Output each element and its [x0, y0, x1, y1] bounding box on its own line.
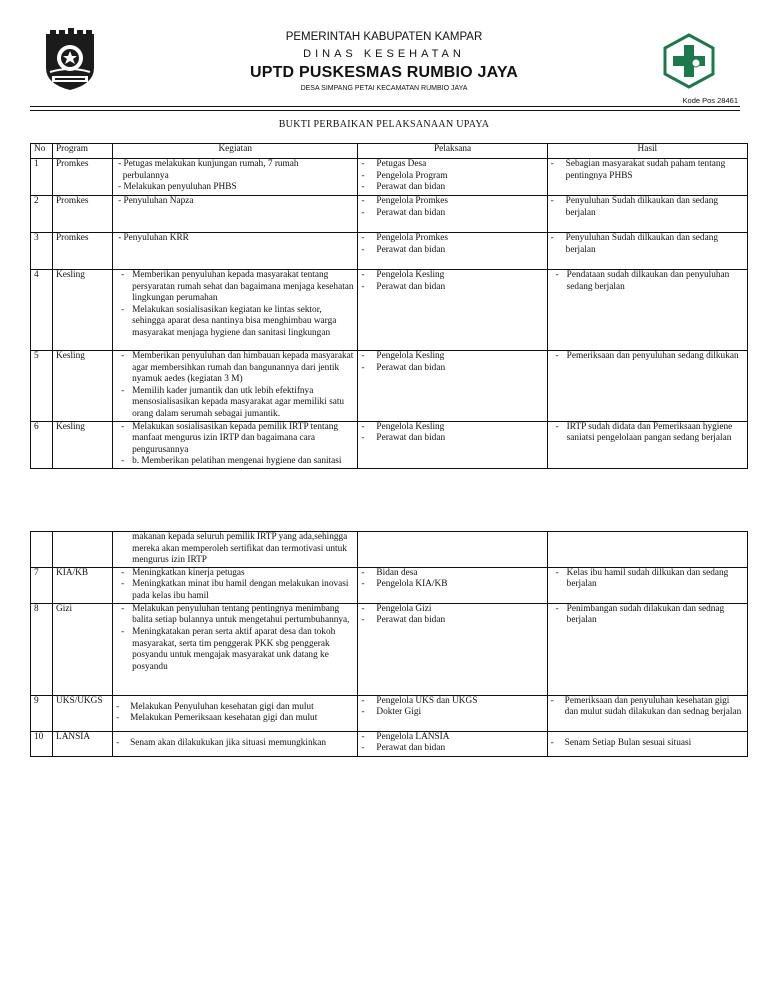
- row-kegiatan: makanan kepada seluruh pemilik IRTP yang ada,sehingga mereka akan memperoleh sertifikat dan termotivasi untuk mengurus izin IRTP: [113, 532, 358, 568]
- row-kegiatan: [113, 731, 358, 756]
- activity-table-part-2: [30, 531, 748, 757]
- row-program: Gizi: [53, 603, 113, 695]
- header-government-line: PEMERINTAH KABUPATEN KAMPAR: [285, 31, 483, 43]
- list-item: - Melakukan Penyuluhan kesehatan gigi dan mulut: [116, 702, 354, 714]
- row-number: 6: [31, 421, 53, 468]
- row-pelaksana: [358, 159, 547, 196]
- list-item: - Kelas ibu hamil sudah dilkukan dan sedang berjalan: [551, 568, 744, 591]
- row-number: 4: [31, 270, 53, 351]
- list-item: - Meningkatkan kinerja petugas: [116, 568, 354, 580]
- row-kegiatan: [113, 351, 358, 422]
- header-divider-thick: [30, 106, 740, 107]
- list-item: - Pengelola KIA/KB: [361, 579, 543, 591]
- header-address: DESA SIMPANG PETAI KECAMATAN RUMBIO JAYA: [300, 85, 468, 92]
- table-row: [31, 731, 748, 756]
- row-kegiatan: [113, 270, 358, 351]
- postal-code: Kode Pos 28461: [682, 96, 738, 105]
- col-header-kegiatan: Kegiatan: [113, 144, 358, 159]
- table-row: [31, 196, 748, 233]
- table-row: [31, 603, 748, 695]
- table-row: [31, 233, 748, 270]
- row-number: 3: [31, 233, 53, 270]
- row-pelaksana: [358, 731, 547, 756]
- document-title: BUKTI PERBAIKAN PELAKSANAAN UPAYA: [278, 119, 490, 130]
- row-program: Promkes: [53, 196, 113, 233]
- list-item: - Sebagian masyarakat sudah paham tentang pentingnya PHBS: [551, 159, 744, 182]
- table-row: [31, 695, 748, 731]
- list-item: - Perawat dan bidan: [361, 182, 543, 194]
- puskesmas-cross-logo-icon: [660, 33, 718, 89]
- list-item: - b. Memberikan pelatihan mengenai hygiene dan sanitasi: [116, 456, 354, 468]
- list-item: - Pengelola Kesling: [361, 270, 543, 282]
- list-item: - Petugas Desa: [361, 159, 543, 171]
- row-program: Promkes: [53, 233, 113, 270]
- list-item: - Pengelola Promkes: [361, 233, 543, 245]
- row-pelaksana: [358, 233, 547, 270]
- list-item: - Perawat dan bidan: [361, 208, 543, 220]
- row-number: 1: [31, 159, 53, 196]
- row-program: LANSIA: [53, 731, 113, 756]
- row-program: Kesling: [53, 270, 113, 351]
- row-number: 10: [31, 731, 53, 756]
- row-pelaksana: [358, 532, 547, 568]
- list-item: - Perawat dan bidan: [361, 433, 543, 445]
- list-item: - Melakukan penyuluhan tentang pentingnya menimbang balita setiap bulannya untuk mengetahui pertumbuhannya,: [116, 604, 354, 627]
- row-pelaksana: [358, 695, 547, 731]
- list-item: - Melakukan sosialisasikan kepada pemilik IRTP tentang manfaat mengurus izin IRTP dan bagaimana cara pengurusannya: [116, 422, 354, 457]
- list-item: - Meningkatkan minat ibu hamil dengan melakukan inovasi pada kelas ibu hamil: [116, 579, 354, 602]
- table-row: [31, 351, 748, 422]
- row-number: 5: [31, 351, 53, 422]
- list-item: - Memberikan penyuluhan kepada masyarakat tentang persyaratan rumah sehat dan bagaimana menjaga kesehatan lingkungan perumahan: [116, 270, 354, 305]
- row-kegiatan: [113, 421, 358, 468]
- row-hasil: [547, 603, 747, 695]
- list-item: - Penyuluhan Sudah dilkaukan dan sedang berjalan: [551, 233, 744, 256]
- row-pelaksana: [358, 603, 547, 695]
- table-header-row: [31, 144, 748, 159]
- row-program: Kesling: [53, 421, 113, 468]
- activity-table-part-1: [30, 143, 748, 469]
- list-item: - Meningkatakan peran serta aktif aparat desa dan tokoh masyarakat, serta tim penggerak PKK sbg penggerak posyandu untuk mengajak masyarakat unk datang ke posyandu: [116, 627, 354, 673]
- list-item: - Perawat dan bidan: [361, 743, 543, 755]
- table-row: [31, 270, 748, 351]
- table-row: [31, 567, 748, 603]
- list-item: - Senam Setiap Bulan sesuai situasi: [551, 738, 744, 750]
- row-pelaksana: [358, 196, 547, 233]
- row-program: UKS/UKGS: [53, 695, 113, 731]
- list-item: - Memilih kader jumantik dan utk lebih efektifnya mensosialisasikan kepada masyarakat agar memiliki satu orang dalam serumah sebagai jumantik.: [116, 386, 354, 421]
- row-program: [53, 532, 113, 568]
- list-item: - Perawat dan bidan: [361, 363, 543, 375]
- col-header-pelaksana: Pelaksana: [358, 144, 547, 159]
- row-number: [31, 532, 53, 568]
- list-item: - Pengelola Kesling: [361, 422, 543, 434]
- row-pelaksana: [358, 351, 547, 422]
- col-header-hasil: Hasil: [547, 144, 747, 159]
- row-number: 9: [31, 695, 53, 731]
- row-hasil: [547, 159, 747, 196]
- list-item: - Pengelola Promkes: [361, 196, 543, 208]
- row-pelaksana: [358, 421, 547, 468]
- header-institution-name: UPTD PUSKESMAS RUMBIO JAYA: [249, 64, 519, 81]
- list-item: - Melakukan Pemeriksaan kesehatan gigi dan mulut: [116, 713, 354, 725]
- header-divider-thin: [30, 110, 740, 111]
- list-item: - Perawat dan bidan: [361, 615, 543, 627]
- row-kegiatan: - Petugas melakukan kunjungan rumah, 7 rumah perbulannya - Melakukan penyuluhan PHBS: [113, 159, 358, 196]
- list-item: - Perawat dan bidan: [361, 245, 543, 257]
- row-kegiatan: - Penyuluhan Napza: [113, 196, 358, 233]
- row-pelaksana: [358, 270, 547, 351]
- list-item: - Dokter Gigi: [361, 707, 543, 719]
- table-row: [31, 532, 748, 568]
- table-row: [31, 421, 748, 468]
- list-item: - Melakukan sosialisasikan kegiatan ke lintas sektor, sehingga aparat desa nantinya bisa menghimbau warga masyarakat menjaga hygiene dan sanitasi lingkungan: [116, 305, 354, 340]
- row-number: 8: [31, 603, 53, 695]
- row-pelaksana: [358, 567, 547, 603]
- row-kegiatan: [113, 603, 358, 695]
- list-item: - Pengelola LANSIA: [361, 732, 543, 744]
- row-hasil: [547, 421, 747, 468]
- row-number: 2: [31, 196, 53, 233]
- table-row: [31, 159, 748, 196]
- list-item: - Pemeriksaan dan penyuluhan sedang dilkukan: [551, 351, 744, 363]
- list-item: - Pengelola Program: [361, 171, 543, 183]
- list-item: - Pendataan sudah dilkaukan dan penyuluhan sedang berjalan: [551, 270, 744, 293]
- list-item: - Pengelola UKS dan UKGS: [361, 696, 543, 708]
- row-hasil: [547, 233, 747, 270]
- list-item: - IRTP sudah didata dan Pemeriksaan hygiene saniatsi pengelolaan pangan sedang berjalan: [551, 422, 744, 445]
- row-program: KIA/KB: [53, 567, 113, 603]
- row-hasil: [547, 695, 747, 731]
- row-number: 7: [31, 567, 53, 603]
- list-item: - Penyuluhan Sudah dilkaukan dan sedang berjalan: [551, 196, 744, 219]
- row-kegiatan: [113, 567, 358, 603]
- row-hasil: [547, 731, 747, 756]
- list-item: - Bidan desa: [361, 568, 543, 580]
- list-item: - Pemeriksaan dan penyuluhan kesehatan gigi dan mulut sudah dilakukan dan sednag berjalan: [551, 696, 744, 719]
- header-department-line: DINAS KESEHATAN: [303, 48, 465, 60]
- list-item: - Perawat dan bidan: [361, 282, 543, 294]
- list-item: - Pengelola Kesling: [361, 351, 543, 363]
- col-header-no: No: [31, 144, 53, 159]
- row-hasil: [547, 567, 747, 603]
- list-item: - Memberikan penyuluhan dan himbauan kepada masyarakat agar membersihkan rumah dan bangunannya dari jentik nyamuk aedes (kegiatan 3 M): [116, 351, 354, 386]
- row-hasil: [547, 532, 747, 568]
- row-kegiatan: [113, 695, 358, 731]
- list-item: - Senam akan dilakukukan jika situasi memungkinkan: [116, 738, 354, 750]
- row-hasil: [547, 196, 747, 233]
- col-header-program: Program: [53, 144, 113, 159]
- row-kegiatan: - Penyuluhan KRR: [113, 233, 358, 270]
- list-item: - Pengelola Gizi: [361, 604, 543, 616]
- row-program: Promkes: [53, 159, 113, 196]
- row-hasil: [547, 270, 747, 351]
- row-program: Kesling: [53, 351, 113, 422]
- list-item: - Penimbangan sudah dilakukan dan sednag berjalan: [551, 604, 744, 627]
- row-hasil: [547, 351, 747, 422]
